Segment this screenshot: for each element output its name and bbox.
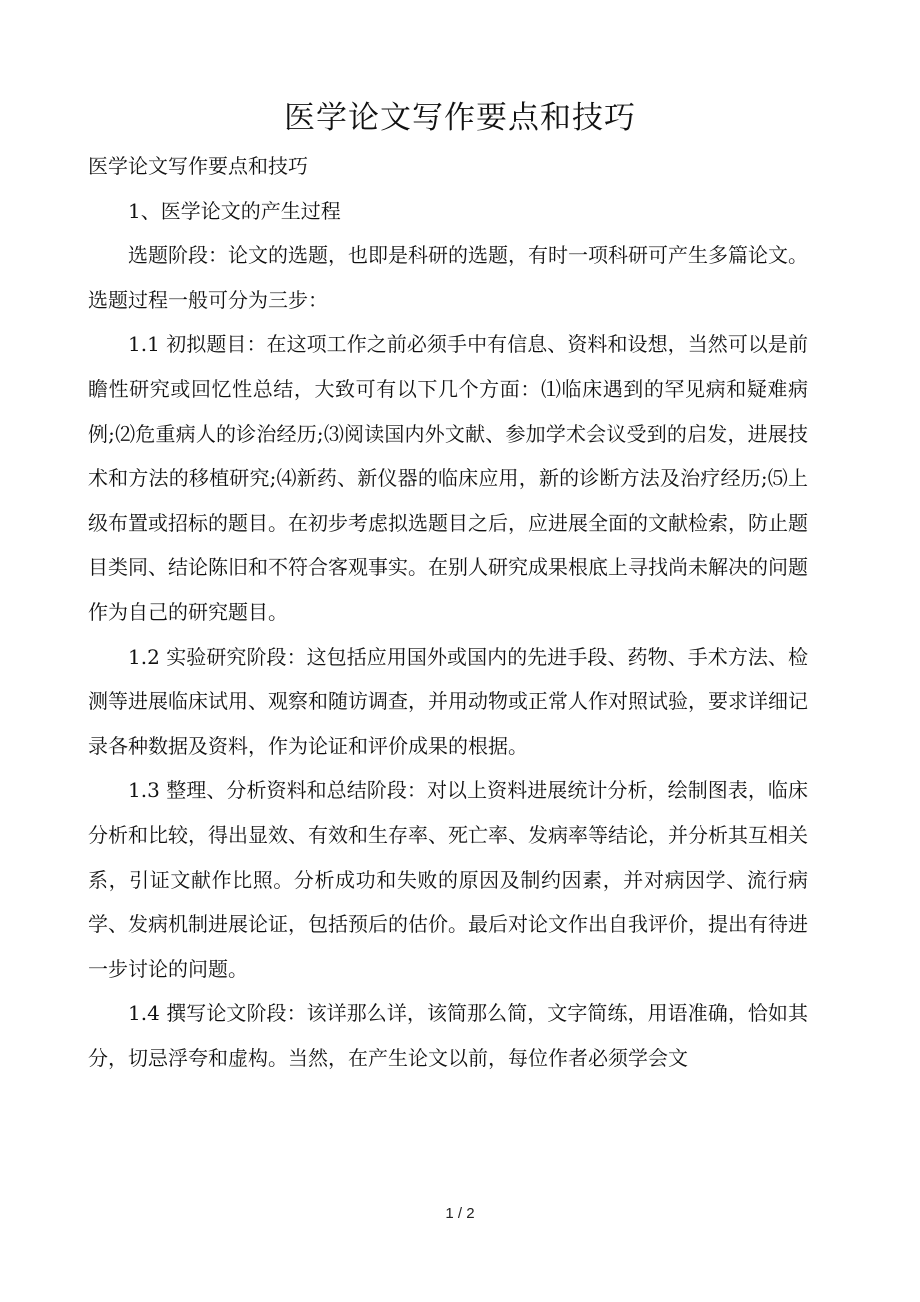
paragraph: 1.3 整理、分析资料和总结阶段：对以上资料进展统计分析，绘制图表，临床分析和比较，得出显效、有效和生存率、死亡率、发病率等结论，并分析其互相关系，引证文献作比照。分析成功和失败的原因及制约因素，并对病因学、流行病学、发病机制进展论证，包括预后的估价。最后对论文作出自我评价，提出有待进一步讨论的问题。 — [88, 778, 808, 981]
paragraph: 选题阶段：论文的选题，也即是科研的选题，有时一项科研可产生多篇论文。选题过程一般可分为三步： — [88, 243, 808, 312]
paragraph: 1.2 实验研究阶段：这包括应用国外或国内的先进手段、药物、手术方法、检测等进展临床试用、观察和随访调查，并用动物或正常人作对照试验，要求详细记录各种数据及资料，作为论证和评价成果的根据。 — [88, 644, 808, 758]
paragraph: 1.4 撰写论文阶段：该详那么详，该简那么简，文字简练，用语准确，恰如其分，切忌浮夸和虚构。当然，在产生论文以前，每位作者必须学会文 — [88, 1001, 808, 1070]
document-subtitle: 医学论文写作要点和技巧 — [88, 154, 308, 178]
document-title: 医学论文写作要点和技巧 — [284, 100, 636, 136]
document-body — [88, 144, 808, 1080]
section-heading: 1、医学论文的产生过程 — [128, 198, 341, 223]
paragraph: 1.1 初拟题目：在这项工作之前必须手中有信息、资料和设想，当然可以是前瞻性研究或回忆性总结，大致可有以下几个方面：⑴临床遇到的罕见病和疑难病例;⑵危重病人的诊治经历;⑶阅读国内外文献、参加学术会议受到的启发，进展技术和方法的移植研究;⑷新药、新仪器的临床应用，新的诊断方法及治疗经历;⑸上级布置或招标的题目。在初步考虑拟选题目之后，应进展全面的文献检索，防止题目类同、结论陈旧和不符合客观事实。在别人研究成果根底上寻找尚未解决的问题作为自己的研究题目。 — [88, 332, 808, 624]
page-number: 1 / 2 — [445, 1205, 475, 1222]
